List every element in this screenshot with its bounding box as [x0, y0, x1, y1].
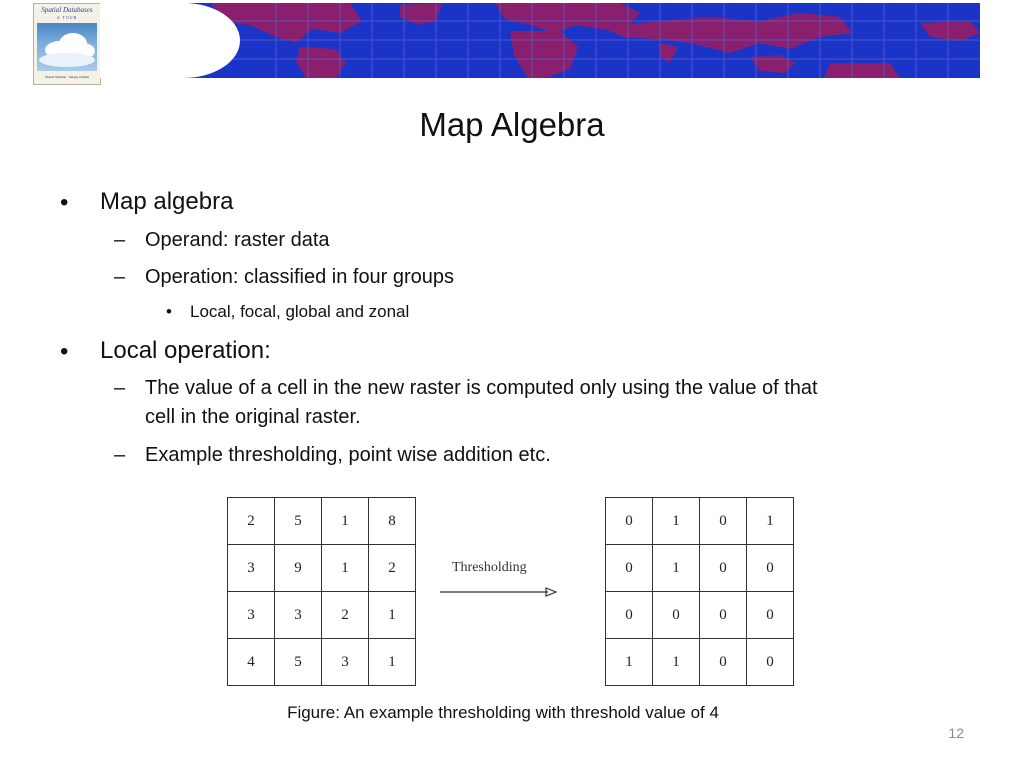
output-grid-cell: 0 [747, 639, 794, 686]
input-grid-cell: 3 [228, 592, 275, 639]
output-grid-cell: 1 [653, 639, 700, 686]
output-grid-cell: 0 [700, 592, 747, 639]
input-grid-cell: 8 [369, 498, 416, 545]
output-grid-cell: 0 [606, 498, 653, 545]
output-grid-row [606, 639, 794, 686]
output-grid-cell: 1 [653, 545, 700, 592]
output-grid-cell: 0 [700, 639, 747, 686]
output-grid-row [606, 592, 794, 639]
banner-white-curve [100, 3, 240, 78]
slide-title: Map Algebra [419, 106, 605, 143]
sub-sub-bullet-marker: • [166, 302, 172, 321]
output-grid-row [606, 545, 794, 592]
output-grid-cell: 1 [747, 498, 794, 545]
output-grid-cell: 0 [700, 545, 747, 592]
book-cover-subtitle: A TOUR [56, 15, 78, 20]
world-map-banner [100, 3, 980, 78]
sub-bullet-marker: – [114, 444, 126, 466]
book-cover-image [33, 3, 101, 85]
input-grid-cell: 4 [228, 639, 275, 686]
output-grid-cell: 0 [747, 592, 794, 639]
bullet-marker: • [60, 189, 69, 216]
book-cover-authors: Shashi Shekhar · Sanjay Chawla [45, 75, 89, 79]
book-cover-sky-art [37, 23, 97, 71]
input-grid-cell: 5 [275, 498, 322, 545]
sub-bullet-example: Example thresholding, point wise addition etc. [145, 444, 551, 466]
slide-number: 12 [948, 725, 964, 741]
input-grid-row [228, 639, 416, 686]
input-grid-cell: 1 [369, 592, 416, 639]
bullet-marker: • [60, 338, 69, 365]
output-grid-cell: 0 [606, 592, 653, 639]
input-grid-cell: 2 [322, 592, 369, 639]
input-grid-cell: 3 [275, 592, 322, 639]
input-grid-row [228, 592, 416, 639]
input-grid-cell: 2 [369, 545, 416, 592]
output-raster-grid [605, 497, 794, 686]
input-grid-cell: 1 [369, 639, 416, 686]
input-grid-row [228, 498, 416, 545]
thresholding-label: Thresholding [452, 560, 527, 575]
bullet-map-algebra: Map algebra [100, 188, 234, 215]
output-grid-cell: 0 [606, 545, 653, 592]
input-grid-cell: 5 [275, 639, 322, 686]
input-grid-row [228, 545, 416, 592]
output-grid-cell: 1 [653, 498, 700, 545]
sub-bullet-marker: – [114, 266, 126, 288]
output-grid-cell: 1 [606, 639, 653, 686]
figure-caption: Figure: An example thresholding with threshold value of 4 [287, 703, 719, 722]
sub-bullet-operand: Operand: raster data [145, 229, 330, 251]
input-grid-cell: 2 [228, 498, 275, 545]
output-grid-row [606, 498, 794, 545]
sub-bullet-marker: – [114, 377, 126, 399]
sub-bullet-marker: – [114, 229, 126, 251]
input-grid-cell: 3 [228, 545, 275, 592]
sub-bullet-cell-value-line1: The value of a cell in the new raster is computed only using the value of that [145, 377, 818, 399]
book-cover-title: Spatial Databases [41, 6, 93, 14]
input-raster-grid [227, 497, 416, 686]
input-grid-cell: 1 [322, 545, 369, 592]
right-arrow-icon [438, 585, 560, 599]
sub-bullet-operation: Operation: classified in four groups [145, 266, 455, 288]
output-grid-cell: 0 [700, 498, 747, 545]
bullet-local-operation: Local operation: [100, 337, 271, 364]
output-grid-cell: 0 [653, 592, 700, 639]
output-grid-cell: 0 [747, 545, 794, 592]
input-grid-cell: 1 [322, 498, 369, 545]
input-grid-cell: 3 [322, 639, 369, 686]
input-grid-cell: 9 [275, 545, 322, 592]
sub-sub-bullet-groups: Local, focal, global and zonal [190, 302, 410, 321]
sub-bullet-cell-value-line2: cell in the original raster. [145, 406, 361, 428]
